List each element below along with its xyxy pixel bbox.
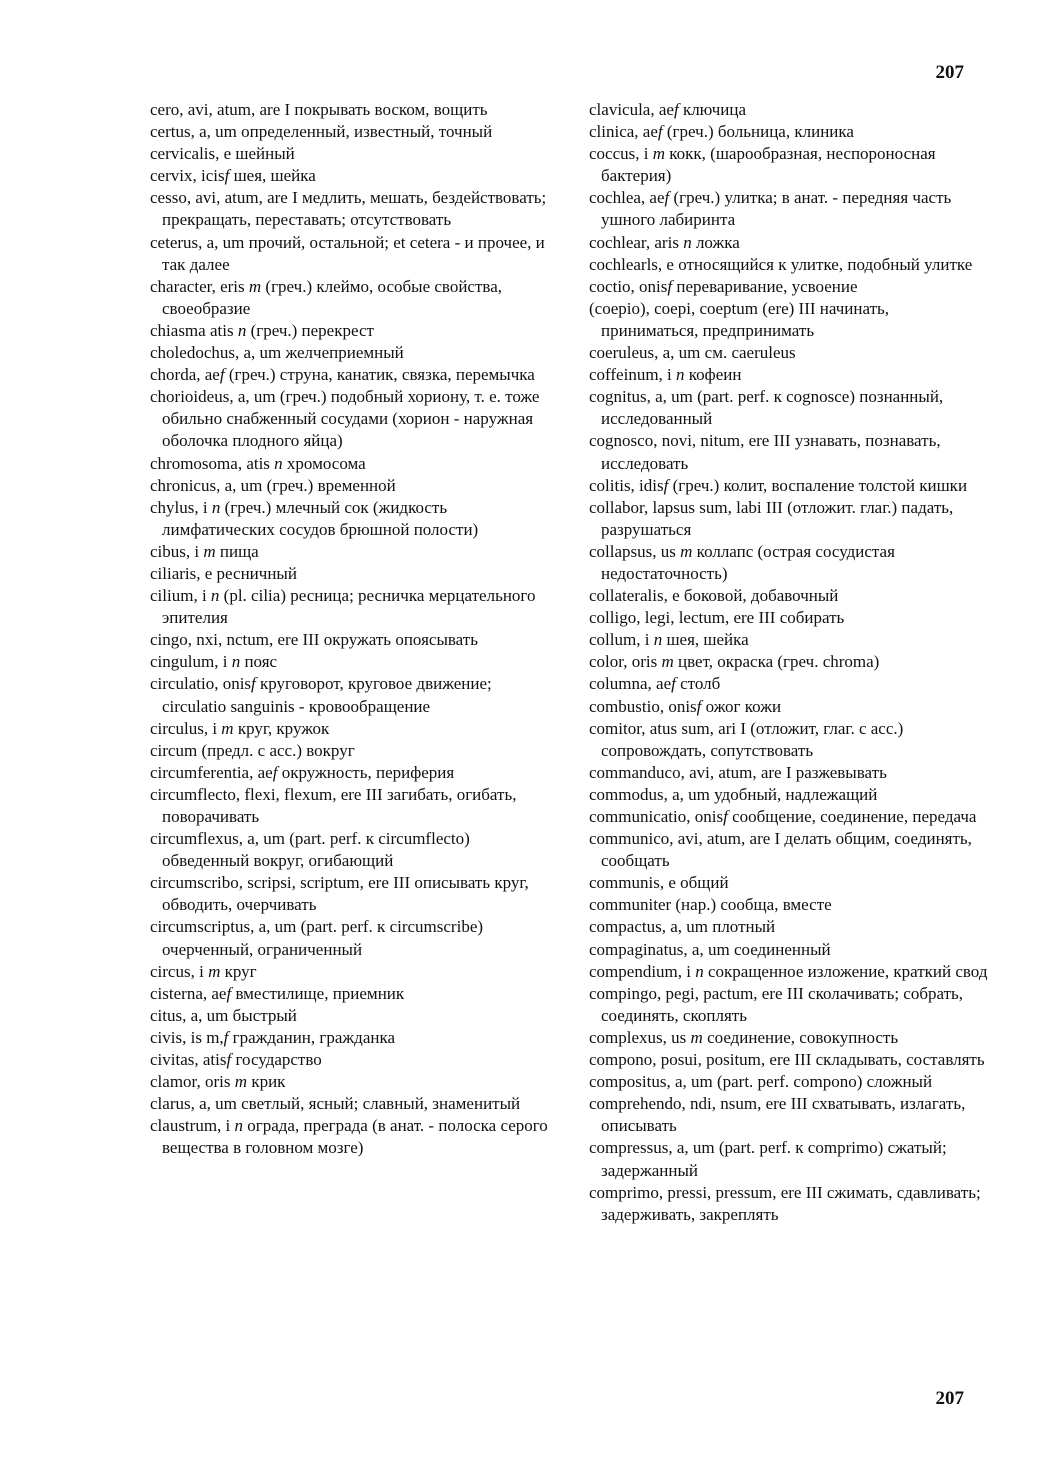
dictionary-entry: chorioideus, a, um (греч.) подобный хориону, т. е. тоже обильно снабженный сосудами (хорион - наружная оболочка плодного яйца) xyxy=(150,387,540,451)
dictionary-entry: cibus, i m пища xyxy=(150,541,259,561)
dictionary-entry: citus, a, um быстрый xyxy=(150,1005,297,1025)
dictionary-entry: compendium, i n сокращенное изложение, краткий свод xyxy=(589,961,988,981)
dictionary-entry: compingo, pegi, pactum, ere III сколачивать; собрать, соединять, скоплять xyxy=(589,983,964,1025)
dictionary-entry: cero, avi, atum, are I покрывать воском, вощить xyxy=(150,100,488,119)
dictionary-entry: circumferentia, aef окружность, периферия xyxy=(150,762,455,782)
dictionary-entry: circumflexus, a, um (part. perf. к circumflecto) обведенный вокруг, огибающий xyxy=(150,829,470,871)
dictionary-entry: circumscriptus, a, um (part. perf. к circumscribe) очерченный, ограниченный xyxy=(150,917,484,959)
dictionary-entry: commodus, a, um удобный, надлежащий xyxy=(589,784,878,804)
dictionary-entry: chronicus, a, um (греч.) временной xyxy=(150,475,396,495)
dictionary-entry: coccus, i m кокк, (шарообразная, неспороносная бактерия) xyxy=(589,144,936,186)
dictionary-entry: circum (предл. с acc.) вокруг xyxy=(150,740,355,760)
page-number-top: 207 xyxy=(935,62,964,83)
dictionary-entry: (coepio), coepi, coeptum (ere) III начинать, приниматься, предпринимать xyxy=(589,298,890,340)
dictionary-entry: collapsus, us m коллапс (острая сосудистая недостаточность) xyxy=(589,541,895,583)
dictionary-entry: communis, e общий xyxy=(589,873,729,893)
dictionary-entry: comprimo, pressi, pressum, ere III сжимать, сдавливать; задерживать, закреплять xyxy=(589,1182,981,1224)
dictionary-entry: cervicalis, e шейный xyxy=(150,144,295,164)
dictionary-entry: circumscribo, scripsi, scriptum, ere III описывать круг, обводить, очерчивать xyxy=(150,873,529,915)
dictionary-entry: ciliaris, e ресничный xyxy=(150,563,297,583)
dictionary-entry: cognitus, a, um (part. perf. к cognosce) познанный, исследованный xyxy=(589,387,944,429)
dictionary-entry: complexus, us m соединение, совокупность xyxy=(589,1027,899,1047)
dictionary-entry: cochlear, aris n ложка xyxy=(589,232,740,252)
dictionary-entry: character, eris m (греч.) клеймо, особые свойства, своеобразие xyxy=(150,276,502,318)
dictionary-entry: comprehendo, ndi, nsum, ere III схватывать, излагать, описывать xyxy=(589,1094,966,1136)
dictionary-entry: colligo, legi, lectum, ere III собирать xyxy=(589,608,845,628)
dictionary-entry: combustio, onisf ожог кожи xyxy=(589,696,782,716)
dictionary-entry: clavicula, aef ключица xyxy=(589,100,747,119)
dictionary-entry: communiter (нар.) сообща, вместе xyxy=(589,895,832,915)
dictionary-entry: cochlearls, e относящийся к улитке, подобный улитке xyxy=(589,254,973,274)
left-column xyxy=(150,99,560,1160)
dictionary-entry: communicatio, onisf сообщение, соединение, передача xyxy=(589,807,977,826)
right-column xyxy=(589,99,989,1226)
dictionary-entry: color, oris m цвет, окраска (греч. chroma) xyxy=(589,652,880,672)
dictionary-entry: cingo, nxi, nctum, ere III окружать опоясывать xyxy=(150,630,478,650)
dictionary-entry: compaginatus, a, um соединенный xyxy=(589,939,831,959)
dictionary-entry: circulus, i m круг, кружок xyxy=(150,718,330,738)
dictionary-entry: commanduco, avi, atum, are I разжевывать xyxy=(589,762,887,782)
dictionary-entry: colitis, idisf (греч.) колит, воспаление толстой кишки xyxy=(589,475,968,495)
dictionary-entry: compono, posui, positum, ere III складывать, составлять xyxy=(589,1050,985,1070)
dictionary-entry: ceterus, a, um прочий, остальной; et cetera - и прочее, и так далее xyxy=(150,232,545,274)
dictionary-entry: civitas, atisf государство xyxy=(150,1050,322,1070)
dictionary-entry: chiasma atis n (греч.) перекрест xyxy=(150,320,374,340)
dictionary-entry: cisterna, aef вместилище, приемник xyxy=(150,983,405,1003)
dictionary-entry: chorda, aef (греч.) струна, канатик, связка, перемычка xyxy=(150,365,535,385)
dictionary-entry: collateralis, e боковой, добавочный xyxy=(589,586,839,606)
dictionary-entry: cognosco, novi, nitum, ere III узнавать, познавать, исследовать xyxy=(589,431,941,473)
dictionary-entry: circus, i m круг xyxy=(150,961,257,981)
dictionary-entry: columna, aef столб xyxy=(589,674,721,694)
dictionary-entry: communico, avi, atum, are I делать общим, соединять, сообщать xyxy=(589,829,972,871)
dictionary-entry: civis, is m,f гражданин, гражданка xyxy=(150,1027,396,1047)
dictionary-entry: chromosoma, atis n хромосома xyxy=(150,453,366,473)
dictionary-entry: certus, a, um определенный, известный, точный xyxy=(150,122,493,142)
dictionary-entry: coctio, onisf переваривание, усвоение xyxy=(589,276,858,296)
dictionary-entry: claustrum, i n ограда, преграда (в анат. - полоска серого вещества в головном мозге) xyxy=(150,1116,548,1158)
dictionary-entry: compactus, a, um плотный xyxy=(589,917,776,937)
dictionary-entry: compositus, a, um (part. perf. compono) сложный xyxy=(589,1072,933,1092)
dictionary-entry: circumflecto, flexi, flexum, ere III загибать, огибать, поворачивать xyxy=(150,784,517,826)
dictionary-entry: comitor, atus sum, ari I (отложит, глаг. с acc.) сопровождать, сопутствовать xyxy=(589,718,904,760)
dictionary-entry: cilium, i n (pl. cilia) ресница; ресничка мерцательного эпителия xyxy=(150,586,536,628)
dictionary-entry: collum, i n шея, шейка xyxy=(589,630,749,650)
dictionary-entry: clinica, aef (греч.) больница, клиника xyxy=(589,122,854,142)
dictionary-entry: circulatio, onisf круговорот, круговое движение; circulatio sanguinis - кровообращение xyxy=(150,674,492,716)
dictionary-entry: chylus, i n (греч.) млечный сок (жидкость лимфатических сосудов брюшной полости) xyxy=(150,497,479,539)
dictionary-entry: clarus, a, um светлый, ясный; славный, знаменитый xyxy=(150,1094,521,1114)
dictionary-entry: cingulum, i n пояс xyxy=(150,652,278,672)
page-number-bottom: 207 xyxy=(935,1388,964,1409)
dictionary-entry: coeruleus, a, um см. caeruleus xyxy=(589,343,796,363)
dictionary-entry: cesso, avi, atum, are I медлить, мешать, бездействовать; прекращать, переставать; отсутствовать xyxy=(150,188,547,230)
dictionary-entry: cervix, icisf шея, шейка xyxy=(150,166,316,186)
dictionary-entry: collabor, lapsus sum, labi III (отложит. глаг.) падать, разрушаться xyxy=(589,497,954,539)
dictionary-entry: clamor, oris m крик xyxy=(150,1072,286,1092)
dictionary-entry: choledochus, a, um желчеприемный xyxy=(150,343,404,363)
dictionary-entry: coffeinum, i n кофеин xyxy=(589,365,742,385)
dictionary-entry: compressus, a, um (part. perf. к comprimo) сжатый; задержанный xyxy=(589,1138,947,1180)
dictionary-entry: cochlea, aef (греч.) улитка; в анат. - передняя часть ушного лабиринта xyxy=(589,188,952,230)
